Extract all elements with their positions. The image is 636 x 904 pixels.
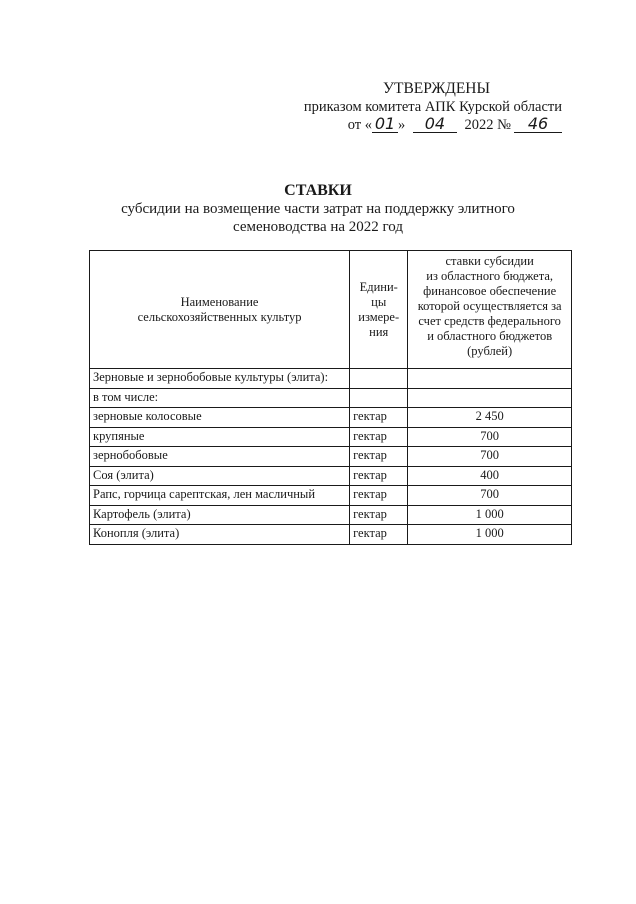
crop-unit: гектар <box>350 408 408 428</box>
crop-unit: гектар <box>350 447 408 467</box>
number-prefix: № <box>497 117 511 133</box>
crop-unit: гектар <box>350 427 408 447</box>
approval-date-line <box>304 116 562 134</box>
crop-unit: гектар <box>350 466 408 486</box>
document-title: СТАВКИ <box>284 182 352 199</box>
handwritten-day: 01 <box>372 116 398 133</box>
crop-unit: гектар <box>350 505 408 525</box>
header-rate-line: (рублей) <box>467 344 513 358</box>
date-prefix: от « <box>347 117 373 133</box>
header-unit-line: Едини- <box>359 279 398 294</box>
header-unit <box>350 251 408 369</box>
header-rate-line: и областного бюджетов <box>427 329 553 343</box>
table-row <box>90 427 572 447</box>
crop-rate: 1 000 <box>408 525 572 545</box>
header-unit-line: цы <box>371 294 387 309</box>
crop-rate: 1 000 <box>408 505 572 525</box>
table-row <box>90 408 572 428</box>
document-subtitle <box>0 200 636 236</box>
header-crop-name <box>90 251 350 369</box>
crop-unit <box>350 369 408 389</box>
header-rate-line: которой осуществляется за <box>417 299 562 313</box>
crop-unit: гектар <box>350 525 408 545</box>
rates-table <box>89 250 572 545</box>
approval-order-line: приказом комитета АПК Курской области <box>303 99 562 115</box>
header-rate <box>408 251 572 369</box>
header-name-line: Наименование <box>180 294 259 309</box>
table-row <box>90 388 572 408</box>
header-unit-line: ния <box>369 324 389 339</box>
crop-rate: 700 <box>408 447 572 467</box>
crop-name: Соя (элита) <box>90 466 350 486</box>
header-unit-line: измере- <box>358 309 400 324</box>
crop-unit: гектар <box>350 486 408 506</box>
crop-rate: 700 <box>408 486 572 506</box>
subtitle-line-1: субсидии на возмещение части затрат на поддержку элитного <box>121 201 515 217</box>
crop-name: Зерновые и зернобобовые культуры (элита): <box>90 369 350 389</box>
date-mid: » <box>398 117 406 133</box>
crop-name: Рапс, горчица сарептская, лен масличный <box>90 486 350 506</box>
crop-rate: 2 450 <box>408 408 572 428</box>
handwritten-number: 46 <box>514 116 562 133</box>
table-row <box>90 369 572 389</box>
header-rate-line: из областного бюджета, <box>426 269 554 283</box>
crop-rate <box>408 388 572 408</box>
crop-name: зернобобовые <box>90 447 350 467</box>
approval-title: УТВЕРЖДЕНЫ <box>383 80 490 97</box>
crop-name: зерновые колосовые <box>90 408 350 428</box>
table-row <box>90 525 572 545</box>
subtitle-line-2: семеноводства на 2022 год <box>232 219 404 235</box>
header-rate-line: счет средств федерального <box>418 314 561 328</box>
table-row <box>90 486 572 506</box>
crop-rate <box>408 369 572 389</box>
table-row <box>90 505 572 525</box>
crop-name: в том числе: <box>90 388 350 408</box>
crop-name: крупяные <box>90 427 350 447</box>
approval-block <box>304 80 562 134</box>
header-rate-line: финансовое обеспечение <box>423 284 557 298</box>
table-row <box>90 447 572 467</box>
crop-rate: 400 <box>408 466 572 486</box>
crop-rate: 700 <box>408 427 572 447</box>
header-rate-line: ставки субсидии <box>445 254 534 268</box>
header-name-line: сельскохозяйственных культур <box>137 309 302 324</box>
table-row <box>90 466 572 486</box>
crop-unit <box>350 388 408 408</box>
handwritten-month: 04 <box>413 116 457 133</box>
crop-name: Картофель (элита) <box>90 505 350 525</box>
crop-name: Конопля (элита) <box>90 525 350 545</box>
date-year: 2022 <box>464 117 494 133</box>
table-header-row <box>90 251 572 369</box>
